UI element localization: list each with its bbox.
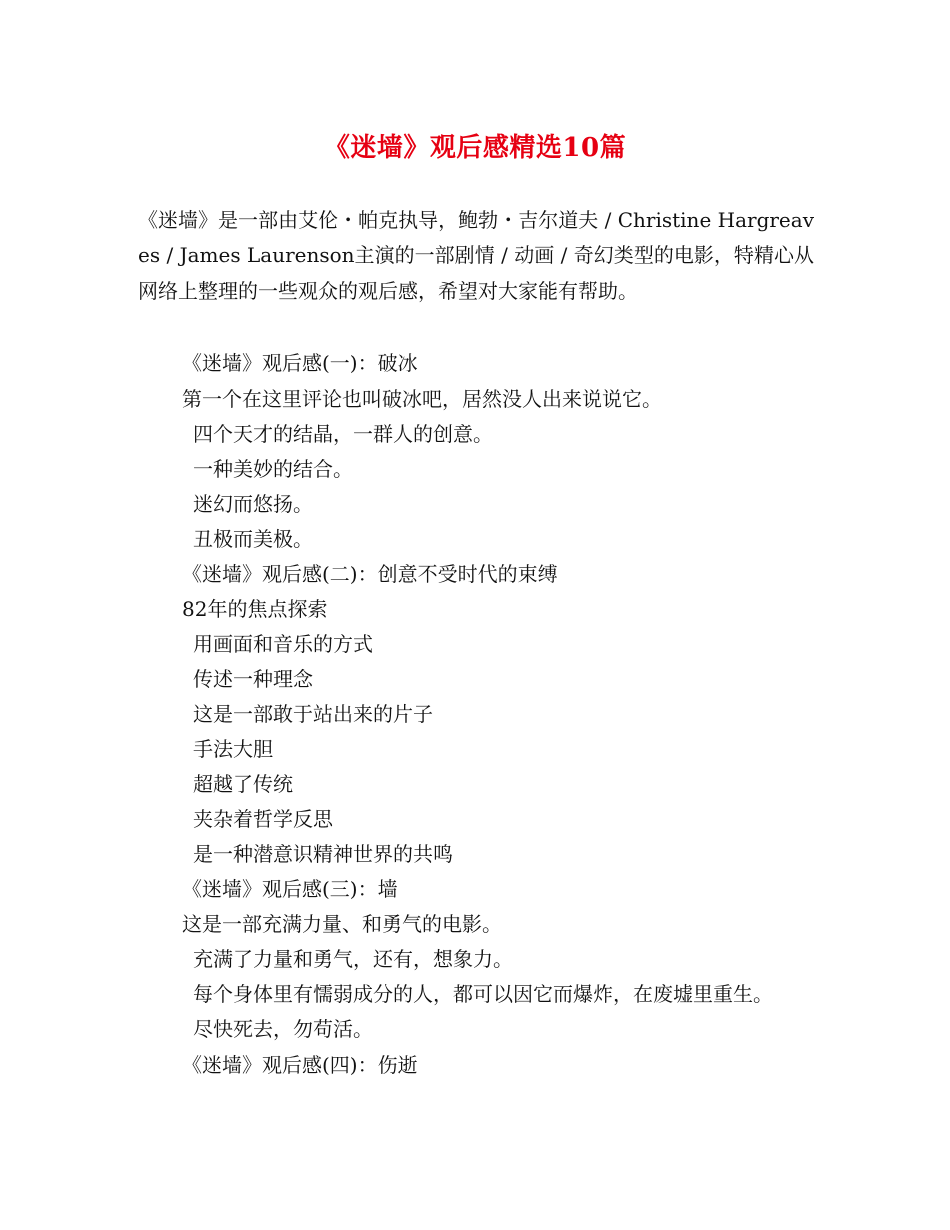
intro-paragraph: 《迷墙》是一部由艾伦・帕克执导，鲍勃・吉尔道夫 / Christine Hargreaves / James Laurenson主演的一部剧情 / 动画 / 奇幻类型的电影，特精心从网络上整理的一些观众的观后感，希望对大家能有帮助。 [138,208,814,303]
section-heading-1: 《迷墙》观后感(一)：破冰 [182,351,418,375]
paragraph-line: 82年的焦点探索 [182,597,328,621]
paragraph-line: 每个身体里有懦弱成分的人，都可以因它而爆炸，在废墟里重生。 [193,982,773,1006]
paragraph-line: 尽快死去，勿苟活。 [193,1017,373,1041]
paragraph-line: 传述一种理念 [193,667,313,691]
section-heading-2: 《迷墙》观后感(二)：创意不受时代的束缚 [182,562,558,586]
section-heading-4: 《迷墙》观后感(四)：伤逝 [182,1053,418,1077]
paragraph-line: 这是一部充满力量、和勇气的电影。 [182,912,502,936]
paragraph-line: 一种美妙的结合。 [193,457,353,481]
paragraph-line: 夹杂着哲学反思 [193,807,333,831]
paragraph-line: 是一种潜意识精神世界的共鸣 [193,842,453,866]
paragraph-line: 四个天才的结晶，一群人的创意。 [193,422,493,446]
paragraph-line: 手法大胆 [193,737,273,761]
section-heading-3: 《迷墙》观后感(三)：墙 [182,877,398,901]
paragraph-line: 超越了传统 [193,772,293,796]
paragraph-line: 丑极而美极。 [193,527,313,551]
paragraph-line: 这是一部敢于站出来的片子 [193,702,433,726]
paragraph-line: 第一个在这里评论也叫破冰吧，居然没人出来说说它。 [182,387,662,411]
paragraph-line: 用画面和音乐的方式 [193,632,373,656]
paragraph-line: 充满了力量和勇气，还有，想象力。 [193,947,513,971]
paragraph-line: 迷幻而悠扬。 [193,492,313,516]
document-title: 《迷墙》观后感精选10篇 [323,133,627,163]
